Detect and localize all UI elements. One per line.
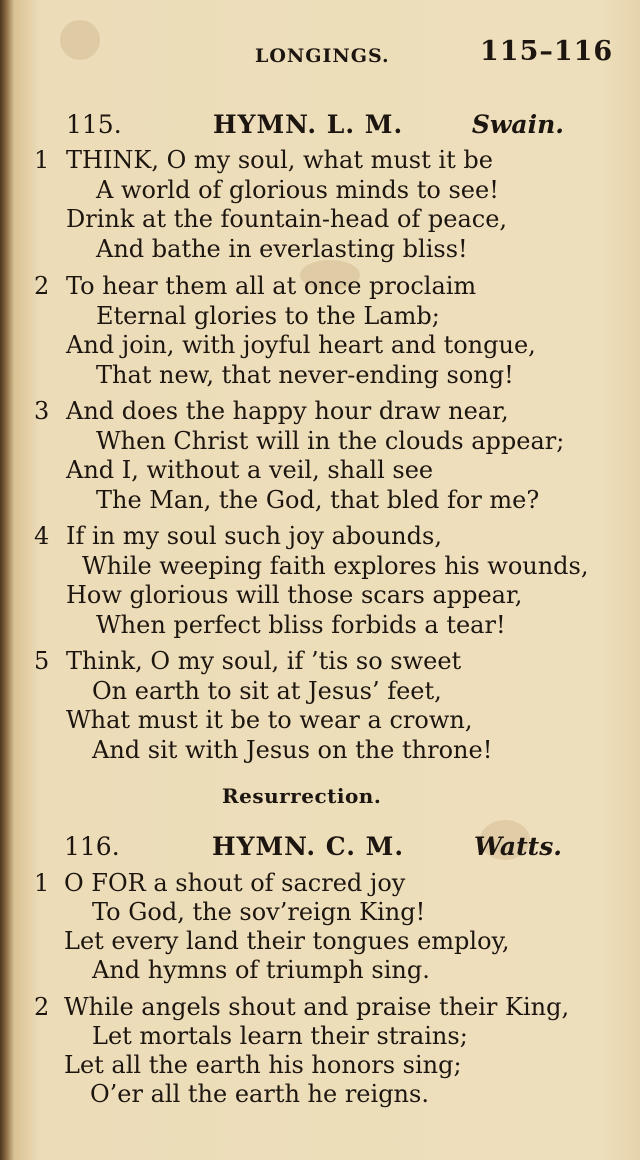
verse-line: When perfect bliss forbids a tear! [96, 611, 506, 639]
hymn-author: Swain. [471, 110, 564, 139]
verse-line: Let mortals learn their strains; [92, 1022, 468, 1050]
verse-number: 1 [34, 869, 50, 897]
verse-line: How glorious will those scars appear, [66, 581, 523, 609]
verse-line: And sit with Jesus on the throne! [92, 736, 493, 764]
verse-number: 5 [34, 647, 50, 675]
verse-line: O FOR a shout of sacred joy [64, 869, 406, 897]
verse-line: Think, O my soul, if ’tis so sweet [66, 647, 462, 675]
verse-line: O’er all the earth he reigns. [90, 1080, 429, 1108]
verse-line: While weeping faith explores his wounds, [82, 552, 589, 580]
verse-line: And does the happy hour draw near, [66, 397, 509, 425]
hymn-author: Watts. [474, 832, 562, 861]
verse-line: And join, with joyful heart and tongue, [66, 331, 536, 359]
verse-line: And hymns of triumph sing. [92, 956, 430, 984]
verse-line: While angels shout and praise their King, [64, 993, 570, 1021]
verse-line: What must it be to wear a crown, [66, 706, 473, 734]
verse-line: THINK, O my soul, what must it be [66, 146, 493, 174]
verse-line: Drink at the fountain-head of peace, [66, 205, 508, 233]
verse-line: Let every land their tongues employ, [64, 927, 510, 955]
verse-line: And I, without a veil, shall see [66, 456, 434, 484]
verse-line: If in my soul such joy abounds, [66, 522, 442, 550]
page-range: 115–116 [480, 36, 614, 67]
hymn-title: HYMN. L. M. [213, 110, 404, 139]
verse-line: To hear them all at once proclaim [66, 272, 477, 300]
verse-number: 2 [34, 993, 50, 1021]
running-title: LONGINGS. [255, 45, 390, 67]
verse-line: Eternal glories to the Lamb; [96, 302, 440, 330]
hymn-number: 115. [66, 110, 122, 139]
verse-number: 4 [34, 522, 50, 550]
page-stain [60, 20, 100, 60]
verse-line: To God, the sov’reign King! [92, 898, 426, 926]
verse-line: A world of glorious minds to see! [96, 176, 499, 204]
verse-line: That new, that never-ending song! [96, 361, 514, 389]
verse-line: Let all the earth his honors sing; [64, 1051, 462, 1079]
verse-line: On earth to sit at Jesus’ feet, [92, 677, 442, 705]
verse-line: The Man, the God, that bled for me? [96, 486, 540, 514]
hymn-number: 116. [64, 832, 120, 861]
hymn-title: HYMN. C. M. [212, 832, 405, 861]
verse-number: 2 [34, 272, 50, 300]
section-heading: Resurrection. [222, 784, 382, 808]
verse-line: When Christ will in the clouds appear; [96, 427, 565, 455]
verse-number: 3 [34, 397, 50, 425]
verse-line: And bathe in everlasting bliss! [96, 235, 468, 263]
verse-number: 1 [34, 146, 50, 174]
